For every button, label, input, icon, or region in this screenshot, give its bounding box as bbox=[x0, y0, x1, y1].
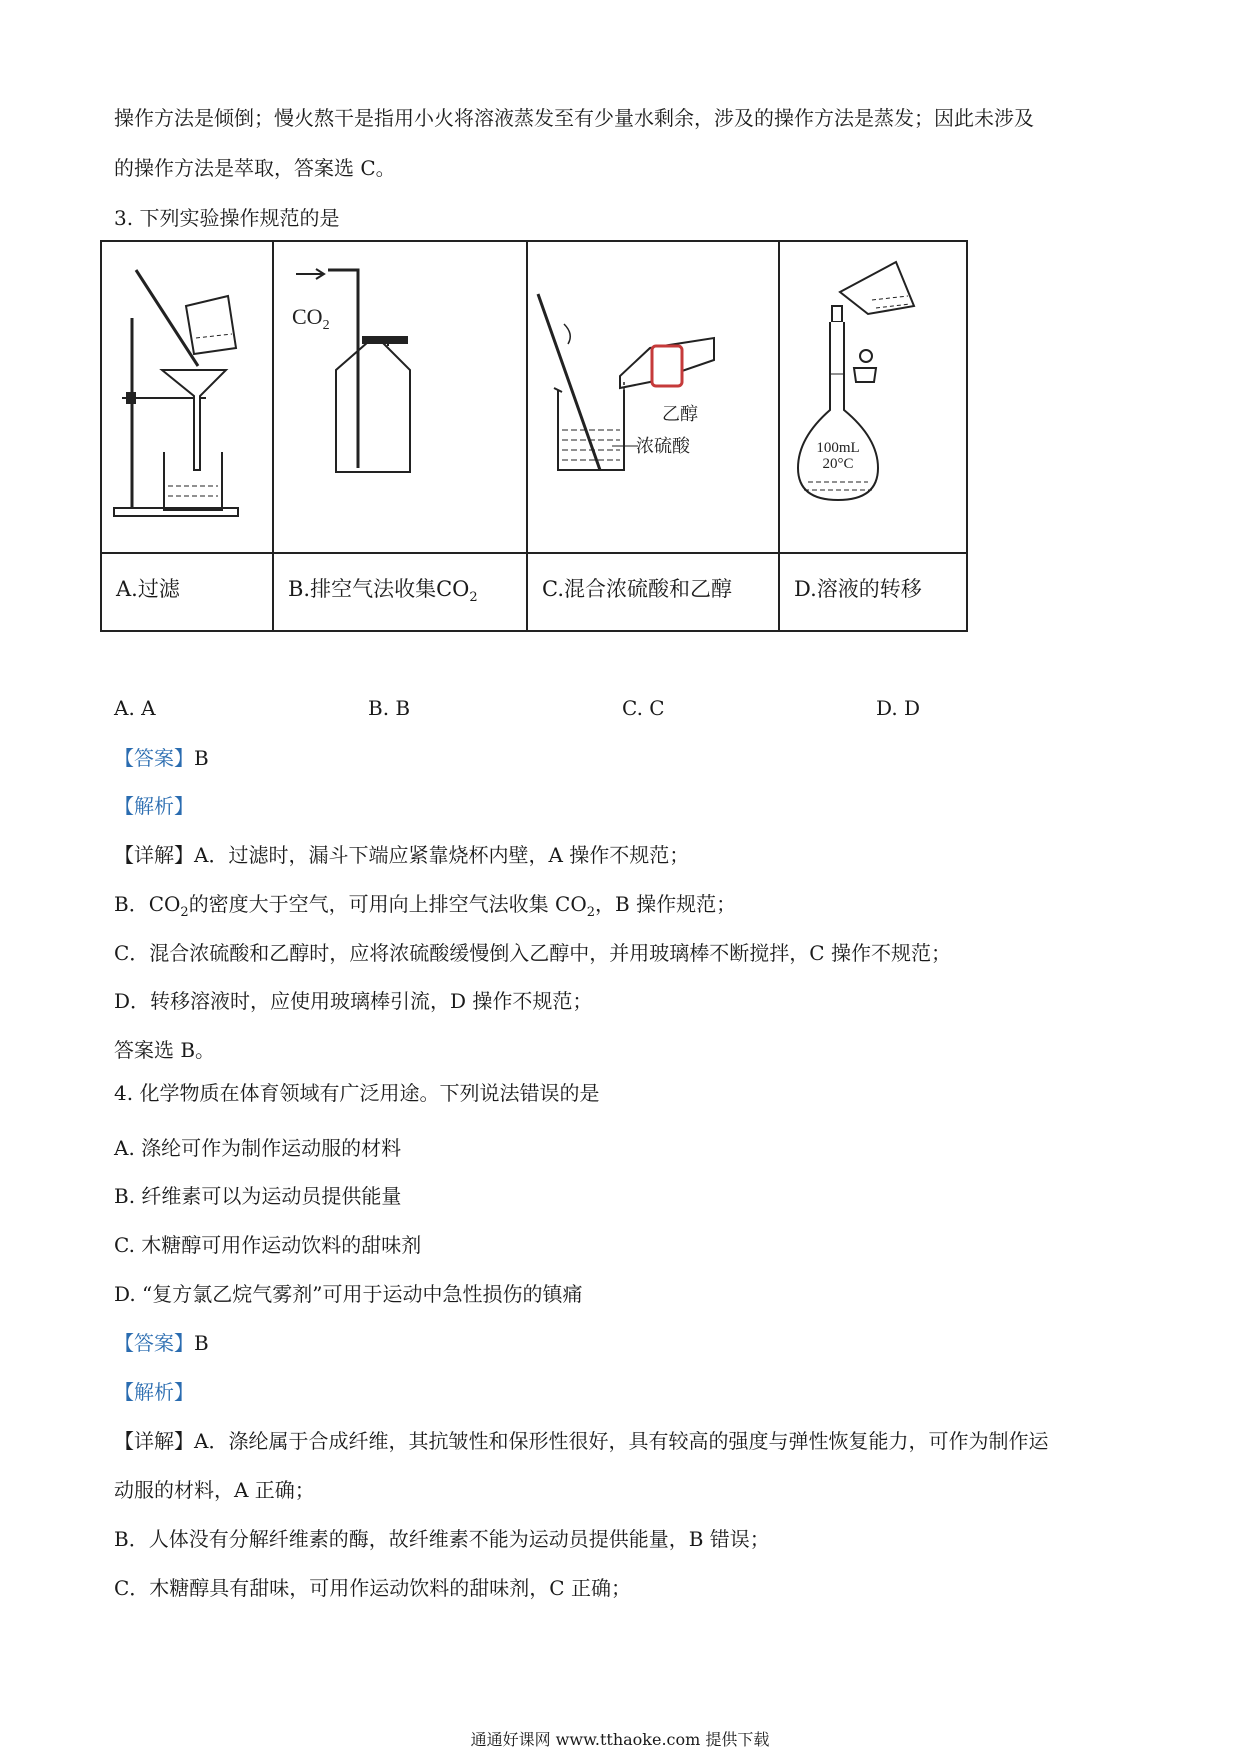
q3-detail-a: 【详解】A．过滤时，漏斗下端应紧靠烧杯内壁，A 操作不规范； bbox=[114, 843, 690, 867]
q3-option-c: C. C bbox=[622, 696, 665, 720]
q4-option-c: C. 木糖醇可用作运动饮料的甜味剂 bbox=[114, 1233, 422, 1257]
q3-option-a: A. A bbox=[114, 696, 156, 720]
q4-option-a: A. 涤纶可作为制作运动服的材料 bbox=[114, 1136, 402, 1160]
ethanol-label: 乙醇 bbox=[662, 404, 698, 424]
q3-option-d: D. D bbox=[876, 696, 921, 720]
gas-collection-bottle-figure bbox=[274, 242, 526, 552]
flask-volume-label: 100mL bbox=[816, 440, 860, 456]
question-4-stem: 4. 化学物质在体育领域有广泛用途。下列说法错误的是 bbox=[114, 1081, 600, 1105]
q3-conclusion: 答案选 B。 bbox=[114, 1038, 216, 1062]
q4-option-b: B. 纤维素可以为运动员提供能量 bbox=[114, 1184, 402, 1208]
flask-temperature-label: 20°C bbox=[822, 456, 854, 472]
page-footer: 通通好课网 www.tthaoke.com 提供下载 bbox=[470, 1730, 770, 1749]
caption-a: A.过滤 bbox=[116, 577, 180, 601]
q4-analysis-heading: 【解析】 bbox=[114, 1380, 194, 1404]
q3-detail-d: D．转移溶液时，应使用玻璃棒引流，D 操作不规范； bbox=[114, 989, 593, 1013]
q3-answer: 【答案】B bbox=[114, 746, 209, 770]
acid-ethanol-mixing-figure bbox=[528, 242, 778, 552]
q4-detail-b: B．人体没有分解纤维素的酶，故纤维素不能为运动员提供能量，B 错误； bbox=[114, 1527, 770, 1551]
volumetric-flask-figure bbox=[780, 242, 968, 552]
caption-c: C.混合浓硫酸和乙醇 bbox=[542, 577, 732, 601]
q3-figure-table bbox=[100, 240, 968, 632]
body-line-2: 的操作方法是萃取，答案选 C。 bbox=[114, 156, 396, 180]
question-3-stem: 3. 下列实验操作规范的是 bbox=[114, 206, 340, 230]
table-divider bbox=[102, 552, 966, 554]
q4-option-d: D. “复方氯乙烷气雾剂”可用于运动中急性损伤的镇痛 bbox=[114, 1282, 583, 1306]
co2-label: $CO_2$ bbox=[292, 304, 330, 333]
caption-d: D.溶液的转移 bbox=[794, 577, 922, 601]
q3-analysis-heading: 【解析】 bbox=[114, 794, 194, 818]
q4-answer: 【答案】B bbox=[114, 1331, 209, 1355]
q4-detail-c: C．木糖醇具有甜味，可用作运动饮料的甜味剂，C 正确； bbox=[114, 1576, 631, 1600]
sulfuric-acid-label: 浓硫酸 bbox=[636, 436, 690, 456]
q3-detail-b: B．$CO_2$的密度大于空气，可用向上排空气法收集 $CO_2$，B 操作规范； bbox=[114, 892, 737, 920]
body-line-1: 操作方法是倾倒；慢火熬干是指用小火将溶液蒸发至有少量水剩余，涉及的操作方法是蒸发；因此未涉及 bbox=[114, 106, 1034, 130]
q4-detail-a-line-1: 【详解】A．涤纶属于合成纤维，其抗皱性和保形性很好，具有较高的强度与弹性恢复能力，可作为制作运 bbox=[114, 1429, 1049, 1453]
q4-detail-a-line-2: 动服的材料，A 正确； bbox=[114, 1478, 315, 1502]
filtration-apparatus-figure bbox=[102, 242, 272, 552]
q3-option-b: B. B bbox=[368, 696, 411, 720]
caption-b: B.排空气法收集$CO_2$ bbox=[288, 577, 478, 606]
q3-detail-c: C．混合浓硫酸和乙醇时，应将浓硫酸缓慢倒入乙醇中，并用玻璃棒不断搅拌，C 操作不规范； bbox=[114, 941, 951, 965]
